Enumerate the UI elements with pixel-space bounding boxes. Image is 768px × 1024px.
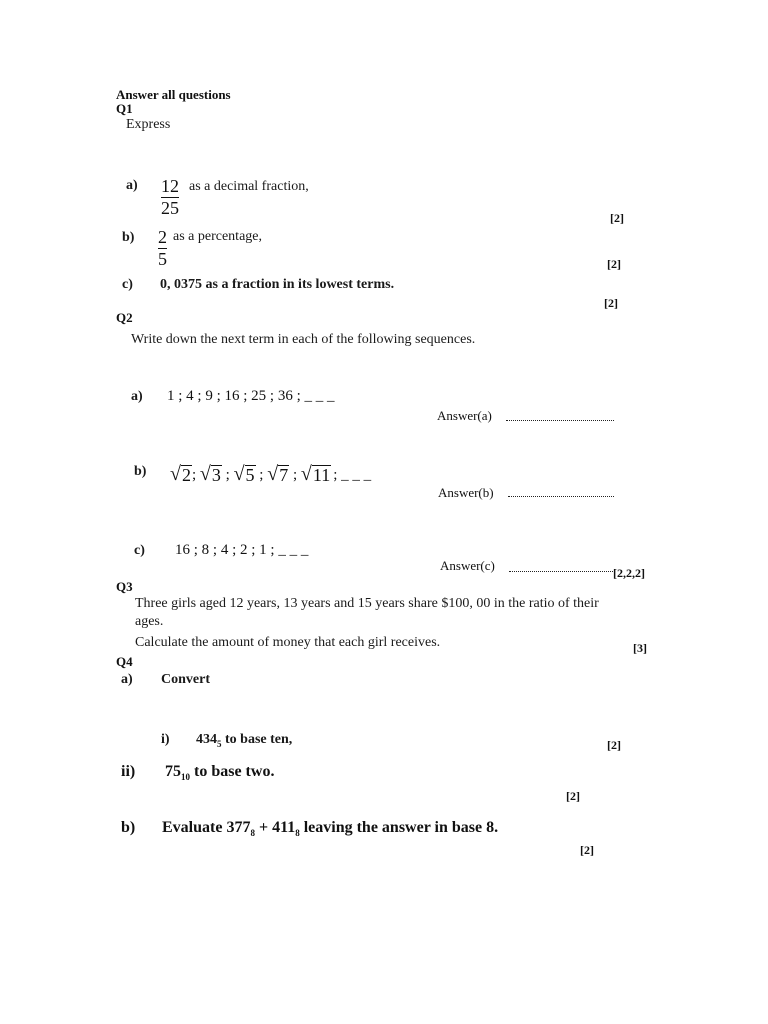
q4b-letter: b) [121, 819, 136, 836]
q2b-letter: b) [134, 464, 147, 479]
q4b-mark: [2] [580, 843, 594, 857]
q1c-letter: c) [122, 277, 133, 292]
q1b-letter: b) [122, 230, 135, 245]
q4i-mark: [2] [607, 738, 621, 752]
q4a-letter: a) [121, 672, 133, 687]
q4ii-letter: ii) [121, 763, 136, 780]
q4ii-expression: $75_{10}$ to base two. [165, 763, 275, 783]
q1b-text: as a percentage, [173, 229, 262, 244]
q2b-sequence: √ 2 ; √ 3 ; √ 5 ; √ 7 ; √ 11 ; _ _ _ [170, 463, 372, 485]
q3-line2: ages. [135, 614, 164, 629]
q2a-answer-line[interactable] [506, 420, 614, 421]
q4i-expression: $434_5$ to base ten, [196, 732, 293, 749]
q2b-answer-label: Answer(b) [438, 485, 494, 500]
q1b-numerator: 2 [158, 227, 167, 247]
q1b-denominator: 5 [158, 249, 167, 269]
q1c-mark: [2] [604, 296, 618, 310]
q1b-fraction [158, 228, 167, 268]
q2a-sequence: 1 ; 4 ; 9 ; 16 ; 25 ; 36 ; _ _ _ [167, 388, 335, 404]
sqrt-term: √ 5 [233, 463, 255, 485]
q3-label: Q3 [116, 579, 133, 594]
q2c-answer-line[interactable] [509, 571, 613, 572]
q4i-letter: i) [161, 732, 170, 747]
q4ii-mark: [2] [566, 789, 580, 803]
sqrt-term: √ 3 [199, 463, 221, 485]
sqrt-term: √ 2 [170, 463, 191, 485]
q2b-answer-line[interactable] [508, 496, 614, 497]
q2a-letter: a) [131, 389, 143, 404]
q1a-text: as a decimal fraction, [189, 179, 309, 194]
sqrt-term: √ 7 [267, 463, 289, 485]
q4b-expression: Evaluate $377_8 + 411_8$ leaving the answer in base 8. [162, 819, 499, 839]
q4-label: Q4 [116, 654, 133, 669]
q1a-fraction [161, 177, 179, 217]
sqrt-term: √ 11 [300, 463, 331, 485]
q1-label: Q1 [116, 101, 133, 116]
instructions: Answer all questions [116, 87, 231, 102]
q4a-text: Convert [161, 672, 210, 687]
q1-intro: Express [126, 117, 171, 132]
q2-intro: Write down the next term in each of the following sequences. [131, 332, 476, 347]
q2-label: Q2 [116, 310, 133, 325]
q3-line3: Calculate the amount of money that each girl receives. [135, 635, 441, 650]
q3-mark: [3] [633, 641, 647, 655]
q2a-answer-label: Answer(a) [437, 408, 492, 423]
q3-line1: Three girls aged 12 years, 13 years and 15 years share $100, 00 in the ratio of their [135, 596, 599, 611]
q1a-denominator: 25 [161, 198, 179, 218]
q2c-letter: c) [134, 543, 145, 558]
q1a-mark: [2] [610, 211, 624, 225]
q1c-text: 0, 0375 as a fraction in its lowest terms. [160, 277, 395, 292]
q1a-numerator: 12 [161, 176, 179, 196]
q2c-answer-label: Answer(c) [440, 558, 495, 573]
q1a-letter: a) [126, 178, 138, 193]
q2c-mark: [2,2,2] [613, 566, 645, 580]
q1b-mark: [2] [607, 257, 621, 271]
q2c-sequence: 16 ; 8 ; 4 ; 2 ; 1 ; _ _ _ [175, 542, 309, 558]
